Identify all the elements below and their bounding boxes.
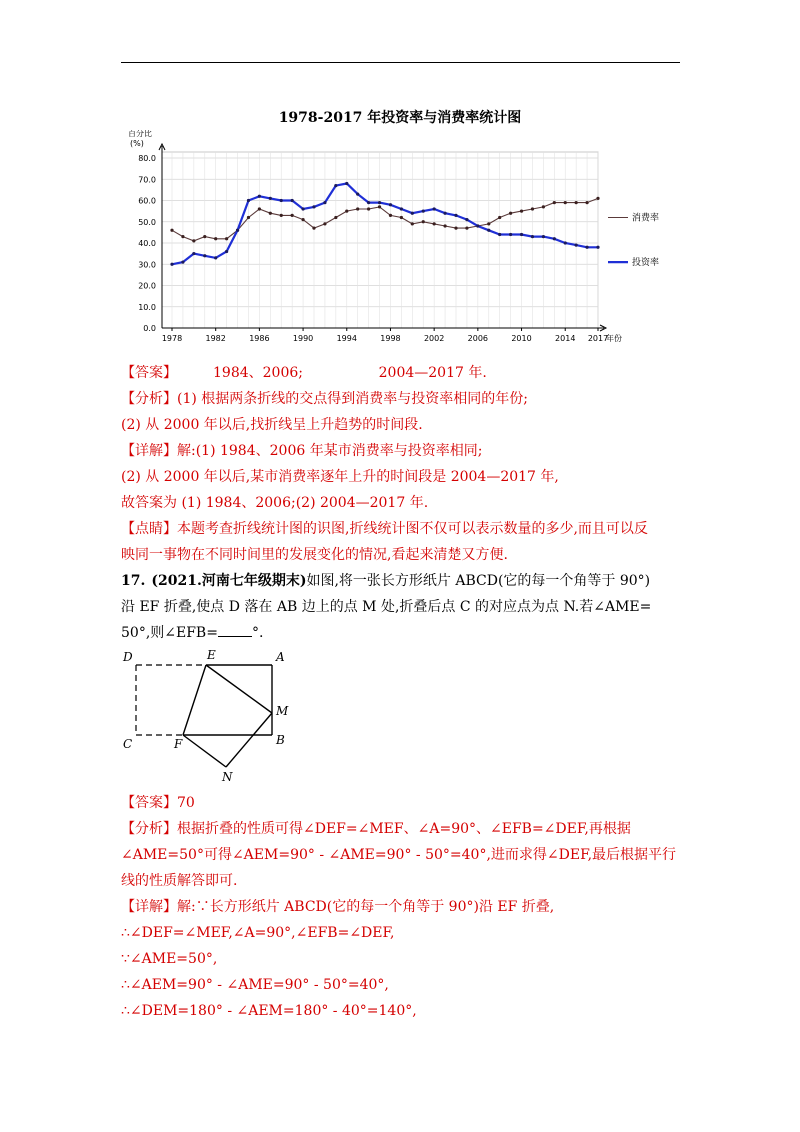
q17-detail-1: 解:∵长方形纸片 ABCD(它的每一个角等于 90°)沿 EF 折叠, (177, 899, 555, 915)
data-point (323, 201, 326, 204)
data-point (181, 261, 184, 264)
data-point (553, 237, 556, 240)
q17-stem-3a: 50°,则∠EFB= (121, 625, 218, 641)
y-axis-label: 百分比 (128, 130, 152, 138)
q16-answer-tag: 【答案】 (121, 365, 177, 381)
q17-detail-2: ∴∠DEF=∠MEF,∠A=90°,∠EFB=∠DEF, (121, 925, 395, 941)
segment-fn (183, 735, 226, 767)
data-point (487, 229, 490, 232)
q17-analysis-3: 线的性质解答即可. (121, 873, 238, 889)
data-point (356, 207, 359, 210)
data-point (203, 254, 206, 257)
q17-analysis-line-1 (121, 816, 631, 842)
data-point (225, 250, 228, 253)
data-point (301, 207, 304, 210)
y-tick-label: 10.0 (138, 302, 156, 312)
data-point (553, 201, 556, 204)
q16-analysis-1: (1) 根据两条折线的交点得到消费率与投资率相同的年份; (177, 391, 528, 407)
data-point (192, 239, 195, 242)
q16-detail-tag: 【详解】 (121, 443, 177, 459)
data-point (280, 199, 283, 202)
data-point (367, 207, 370, 210)
label-e: E (207, 648, 216, 662)
data-point (312, 205, 315, 208)
data-point (214, 256, 217, 259)
data-point (520, 210, 523, 213)
data-point (367, 201, 370, 204)
x-tick-label: 2017 (587, 334, 609, 343)
q17-analysis-tag: 【分析】 (121, 821, 177, 837)
data-point (170, 263, 173, 266)
data-point (575, 201, 578, 204)
data-point (400, 207, 403, 210)
data-point (531, 207, 534, 210)
data-point (389, 214, 392, 217)
data-point (192, 252, 195, 255)
label-a: A (276, 650, 285, 664)
data-point (334, 216, 337, 219)
q16-analysis-line-1 (121, 386, 528, 412)
data-point (258, 195, 261, 198)
q16-comment-tag: 【点睛】 (121, 521, 177, 537)
y-tick-label: 50.0 (138, 217, 156, 227)
q16-comment-1: 本题考查折线统计图的识图,折线统计图不仅可以表示数量的多少,而且可以反 (177, 521, 648, 537)
data-point (596, 197, 599, 200)
x-tick-label: 1990 (292, 334, 314, 343)
x-axis-label: 年份 (606, 334, 622, 343)
data-point (400, 216, 403, 219)
q17-detail-4: ∴∠AEM=90° - ∠AME=90° - 50°=40°, (121, 977, 389, 993)
legend-label: 消费率 (632, 213, 660, 224)
data-point (247, 216, 250, 219)
x-tick-label: 1982 (205, 334, 226, 343)
data-point (542, 205, 545, 208)
data-point (575, 244, 578, 247)
q17-stem-1: 如图,将一张长方形纸片 ABCD(它的每一个角等于 90°) (306, 573, 651, 589)
data-point (269, 197, 272, 200)
q16-analysis-2: (2) 从 2000 年以后,找折线呈上升趋势的时间段. (121, 417, 423, 433)
data-point (585, 201, 588, 204)
q16-answer-line (121, 360, 487, 386)
q17-answer-tag: 【答案】 (121, 795, 177, 811)
data-point (181, 235, 184, 238)
data-point (356, 193, 359, 196)
q16-detail-3: 故答案为 (1) 1984、2006;(2) 2004—2017 年. (121, 495, 429, 511)
data-point (465, 227, 468, 230)
series-line-investment (172, 184, 598, 265)
legend-label: 投资率 (632, 258, 660, 269)
segment-ef (183, 665, 206, 735)
data-point (247, 199, 250, 202)
data-point (312, 227, 315, 230)
data-point (236, 229, 239, 232)
q16-detail-line-1 (121, 438, 482, 464)
x-tick-label: 2002 (423, 334, 445, 343)
y-tick-label: 80.0 (138, 154, 156, 163)
fold-figure (118, 645, 308, 785)
label-n: N (222, 770, 233, 784)
data-point (443, 224, 446, 227)
data-point (389, 203, 392, 206)
data-point (378, 205, 381, 208)
data-point (422, 210, 425, 213)
data-point (498, 216, 501, 219)
data-point (411, 212, 414, 215)
x-tick-label: 1978 (161, 334, 183, 343)
line-chart (120, 130, 680, 350)
q17-detail-tag: 【详解】 (121, 899, 177, 915)
data-point (585, 246, 588, 249)
q17-detail-3: ∵∠AME=50°, (121, 951, 218, 967)
data-point (214, 237, 217, 240)
q16-detail-2: (2) 从 2000 年以后,某市消费率逐年上升的时间段是 2004—2017 年, (121, 469, 559, 485)
q17-answer-text: 70 (177, 795, 195, 811)
q16-comment-line-1 (121, 516, 648, 542)
data-point (291, 199, 294, 202)
q17-stem-line-1 (121, 568, 650, 594)
y-tick-label: 30.0 (138, 260, 156, 270)
q17-stem-line-3 (121, 620, 263, 646)
data-point (203, 235, 206, 238)
data-point (454, 214, 457, 217)
q16-detail-1: 解:(1) 1984、2006 年某市消费率与投资率相同; (177, 443, 483, 459)
x-tick-label: 1994 (336, 334, 357, 343)
data-point (542, 235, 545, 238)
q17-answer-line (121, 790, 195, 816)
q17-detail-5: ∴∠DEM=180° - ∠AEM=180° - 40°=140°, (121, 1003, 417, 1019)
data-point (509, 233, 512, 236)
y-tick-label: 70.0 (138, 175, 156, 185)
data-point (509, 212, 512, 215)
data-point (225, 237, 228, 240)
data-point (487, 222, 490, 225)
data-point (170, 229, 173, 232)
data-point (301, 218, 304, 221)
y-tick-label: 20.0 (138, 281, 156, 291)
data-point (269, 212, 272, 215)
q17-number: 17. (121, 573, 146, 589)
data-point (596, 246, 599, 249)
data-point (498, 233, 501, 236)
data-point (433, 222, 436, 225)
data-point (345, 182, 348, 185)
x-tick-label: 1998 (380, 334, 401, 343)
x-tick-label: 2010 (511, 334, 532, 343)
y-axis-unit: (%) (130, 139, 144, 148)
answer-blank (218, 624, 252, 637)
q17-detail-line-1 (121, 894, 554, 920)
q17-stem-2: 沿 EF 折叠,使点 D 落在 AB 边上的点 M 处,折叠后点 C 的对应点为点 N.若∠AME= (121, 599, 652, 615)
data-point (411, 222, 414, 225)
data-point (345, 210, 348, 213)
data-point (258, 207, 261, 210)
label-f: F (174, 737, 183, 751)
q16-comment-2: 映同一事物在不同时间里的发展变化的情况,看起来清楚又方便. (121, 547, 508, 563)
x-tick-label: 2014 (555, 334, 576, 343)
chart-title: 1978-2017 年投资率与消费率统计图 (278, 110, 522, 126)
data-point (476, 224, 479, 227)
data-point (323, 222, 326, 225)
q16-answer-text: 1984、2006; 2004—2017 年. (213, 365, 487, 381)
label-c: C (123, 737, 133, 751)
y-tick-label: 60.0 (138, 196, 156, 206)
segment-mn (226, 713, 272, 767)
data-point (520, 233, 523, 236)
y-tick-label: 40.0 (138, 239, 156, 248)
data-point (564, 201, 567, 204)
q17-analysis-2: ∠AME=50°可得∠AEM=90° - ∠AME=90° - 50°=40°,进而求得∠DEF,最后根据平行 (121, 847, 677, 863)
q16-analysis-tag: 【分析】 (121, 391, 177, 407)
x-tick-label: 2006 (467, 334, 489, 343)
data-point (465, 218, 468, 221)
data-point (443, 212, 446, 215)
data-point (280, 214, 283, 217)
q17-analysis-1: 根据折叠的性质可得∠DEF=∠MEF、∠A=90°、∠EFB=∠DEF,再根据 (177, 821, 631, 837)
label-b: B (276, 733, 285, 747)
data-point (334, 184, 337, 187)
data-point (291, 214, 294, 217)
x-tick-label: 1986 (249, 334, 270, 343)
data-point (378, 201, 381, 204)
label-m: M (276, 704, 289, 718)
segment-em (206, 665, 272, 713)
q17-stem-3b: °. (251, 625, 264, 641)
page-top-rule (121, 62, 680, 63)
data-point (531, 235, 534, 238)
data-point (433, 207, 436, 210)
label-d: D (123, 650, 133, 664)
q17-source: (2021.河南七年级期末) (151, 573, 307, 589)
y-tick-label: 0.0 (143, 324, 156, 333)
data-point (422, 220, 425, 223)
data-point (564, 241, 567, 244)
data-point (454, 227, 457, 230)
